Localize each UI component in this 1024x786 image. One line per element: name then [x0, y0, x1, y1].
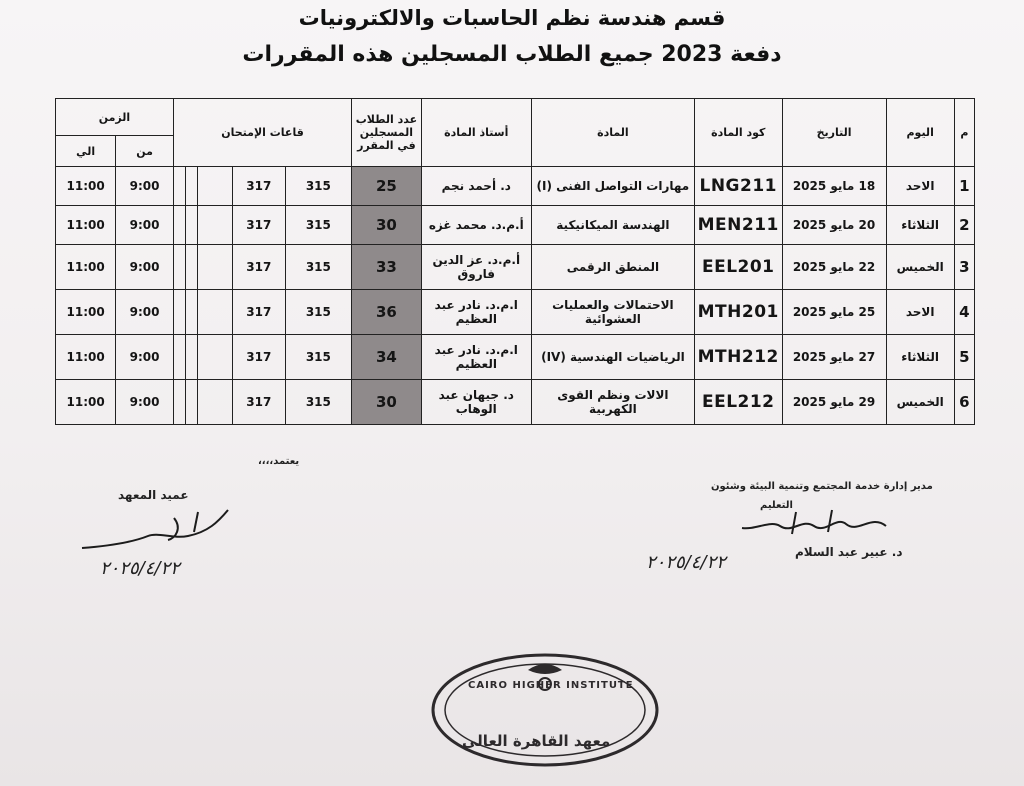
row-professor: د. أحمد نجم — [421, 167, 531, 206]
row-code: EEL201 — [694, 245, 782, 290]
row-hall-empty — [173, 290, 185, 335]
director-title-2: التعليم — [760, 500, 793, 511]
row-from: 9:00 — [116, 290, 174, 335]
row-hall-2: 317 — [232, 245, 285, 290]
row-hall-2: 317 — [232, 380, 285, 425]
row-date: 27 مايو 2025 — [782, 335, 886, 380]
row-hall-empty — [173, 245, 185, 290]
director-sign-date: ٢٠٢٥/٤/٢٢ — [646, 552, 726, 573]
row-count: 34 — [352, 335, 422, 380]
row-count: 36 — [352, 290, 422, 335]
table-row — [56, 245, 975, 290]
row-hall-2: 317 — [232, 290, 285, 335]
row-num: 6 — [954, 380, 974, 425]
row-course: المنطق الرقمى — [531, 245, 694, 290]
row-hall-empty — [173, 335, 185, 380]
row-day: الخميس — [886, 380, 954, 425]
row-num: 5 — [954, 335, 974, 380]
row-num: 4 — [954, 290, 974, 335]
row-professor: أ.م.د. عز الدين فاروق — [421, 245, 531, 290]
row-course: الالات ونظم القوى الكهربية — [531, 380, 694, 425]
row-num: 3 — [954, 245, 974, 290]
header-course: المادة — [531, 99, 694, 167]
row-hall-empty — [185, 167, 197, 206]
stamp-arabic: معهد القاهرة العالى — [462, 732, 611, 750]
row-course: الاحتمالات والعمليات العشوائية — [531, 290, 694, 335]
row-day: الخميس — [886, 245, 954, 290]
row-from: 9:00 — [116, 380, 174, 425]
row-course: الهندسة الميكانيكية — [531, 206, 694, 245]
row-date: 25 مايو 2025 — [782, 290, 886, 335]
row-hall-empty — [197, 335, 232, 380]
row-date: 18 مايو 2025 — [782, 167, 886, 206]
header-time: الزمن — [56, 99, 174, 136]
row-day: الاحد — [886, 167, 954, 206]
row-hall-empty — [197, 167, 232, 206]
row-to: 11:00 — [56, 245, 116, 290]
row-day: الثلاثاء — [886, 206, 954, 245]
row-code: MTH212 — [694, 335, 782, 380]
row-from: 9:00 — [116, 167, 174, 206]
row-code: LNG211 — [694, 167, 782, 206]
director-title: مدير إدارة خدمة المجتمع وتنمية البيئة وشئون — [711, 481, 933, 492]
row-from: 9:00 — [116, 206, 174, 245]
row-hall-1: 315 — [285, 167, 351, 206]
row-count: 30 — [352, 380, 422, 425]
row-code: EEL212 — [694, 380, 782, 425]
director-name: د. عبير عبد السلام — [795, 545, 903, 559]
director-signature — [736, 504, 896, 544]
header-num: م — [954, 99, 974, 167]
row-course: مهارات التواصل الفنى (I) — [531, 167, 694, 206]
row-hall-2: 317 — [232, 167, 285, 206]
row-day: الثلاثاء — [886, 335, 954, 380]
row-hall-empty — [197, 206, 232, 245]
row-code: MTH201 — [694, 290, 782, 335]
dean-sign-date: ٢٠٢٥/٤/٢٢ — [100, 558, 180, 579]
dean-title: عميد المعهد — [118, 488, 189, 502]
row-date: 29 مايو 2025 — [782, 380, 886, 425]
row-hall-empty — [185, 290, 197, 335]
row-from: 9:00 — [116, 245, 174, 290]
batch-title: دفعة 2023 جميع الطلاب المسجلين هذه المقررات — [242, 42, 782, 67]
row-num: 2 — [954, 206, 974, 245]
row-count: 30 — [352, 206, 422, 245]
row-hall-1: 315 — [285, 335, 351, 380]
row-hall-2: 317 — [232, 206, 285, 245]
row-day: الاحد — [886, 290, 954, 335]
department-title: قسم هندسة نظم الحاسبات والالكترونيات — [298, 6, 726, 30]
row-code: MEN211 — [694, 206, 782, 245]
table-row — [56, 290, 975, 335]
row-to: 11:00 — [56, 380, 116, 425]
exam-schedule-table — [55, 98, 975, 425]
stamp-english: CAIRO HIGHER INSTITUTE — [468, 680, 634, 691]
row-hall-empty — [197, 290, 232, 335]
approval-note: يعتمد،،،، — [258, 456, 300, 467]
row-professor: أ.م.د. محمد غزه — [421, 206, 531, 245]
dean-signature — [78, 502, 238, 558]
row-to: 11:00 — [56, 290, 116, 335]
row-hall-empty — [185, 335, 197, 380]
institute-stamp — [428, 650, 662, 770]
row-hall-empty — [185, 206, 197, 245]
row-hall-1: 315 — [285, 290, 351, 335]
header-professor: أستاذ المادة — [421, 99, 531, 167]
header-day: اليوم — [886, 99, 954, 167]
header-from: من — [116, 136, 174, 167]
row-hall-empty — [197, 380, 232, 425]
row-hall-empty — [185, 245, 197, 290]
row-hall-2: 317 — [232, 335, 285, 380]
row-date: 22 مايو 2025 — [782, 245, 886, 290]
header-date: التاريخ — [782, 99, 886, 167]
row-hall-empty — [197, 245, 232, 290]
row-count: 33 — [352, 245, 422, 290]
row-date: 20 مايو 2025 — [782, 206, 886, 245]
row-count: 25 — [352, 167, 422, 206]
row-to: 11:00 — [56, 167, 116, 206]
row-hall-empty — [173, 206, 185, 245]
row-hall-1: 315 — [285, 206, 351, 245]
table-row — [56, 206, 975, 245]
row-hall-empty — [173, 167, 185, 206]
header-students: عدد الطلاب المسجلين في المقرر — [352, 99, 422, 167]
row-professor: ا.م.د. نادر عبد العظيم — [421, 290, 531, 335]
row-hall-1: 315 — [285, 380, 351, 425]
header-to: الي — [56, 136, 116, 167]
row-num: 1 — [954, 167, 974, 206]
row-course: الرياضيات الهندسية (IV) — [531, 335, 694, 380]
table-row — [56, 335, 975, 380]
row-hall-empty — [173, 380, 185, 425]
row-professor: ا.م.د. نادر عبد العظيم — [421, 335, 531, 380]
row-from: 9:00 — [116, 335, 174, 380]
table-row — [56, 167, 975, 206]
header-halls: قاعات الإمتحان — [173, 99, 351, 167]
row-hall-empty — [185, 380, 197, 425]
row-to: 11:00 — [56, 335, 116, 380]
table-row — [56, 380, 975, 425]
row-professor: د. جيهان عبد الوهاب — [421, 380, 531, 425]
row-to: 11:00 — [56, 206, 116, 245]
row-hall-1: 315 — [285, 245, 351, 290]
header-code: كود المادة — [694, 99, 782, 167]
